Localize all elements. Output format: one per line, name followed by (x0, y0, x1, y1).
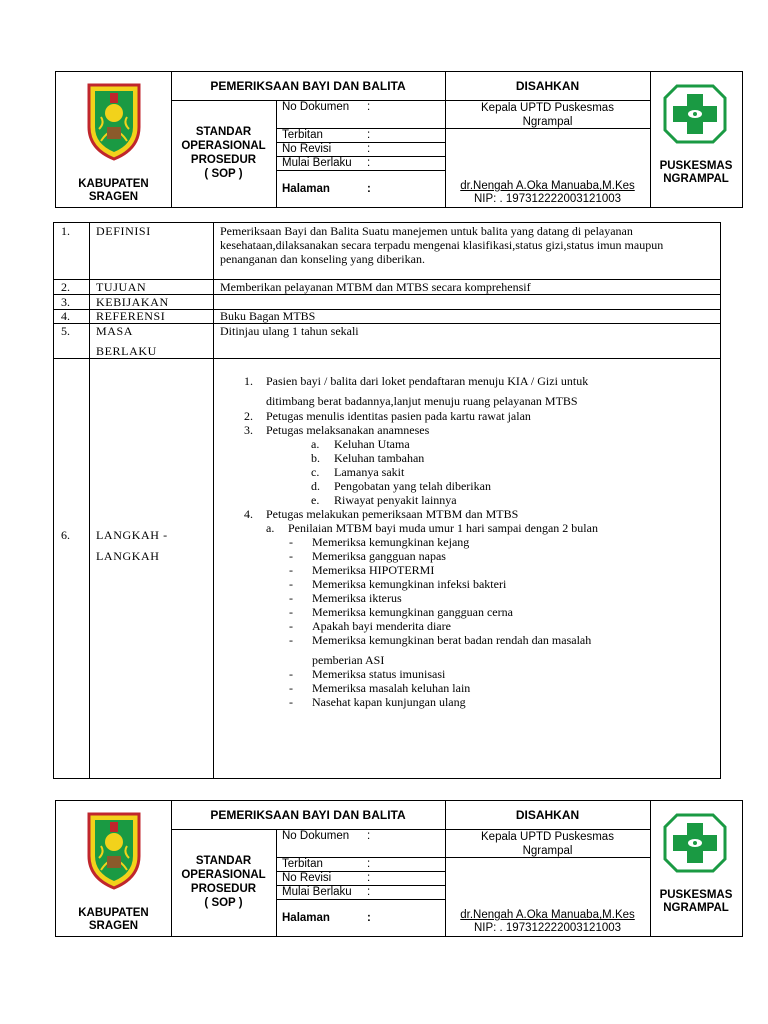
mtbm-check-item: Memeriksa kemungkinan kejang (312, 535, 470, 549)
anamnesis-item: Pengobatan yang telah diberikan (334, 479, 491, 493)
sop-header (55, 800, 743, 937)
step-3: Petugas melaksanakan anamneses (266, 423, 430, 437)
row-label-kebijakan: KEBIJAKAN (96, 295, 169, 309)
row-label-definisi: DEFINISI (96, 224, 151, 238)
row-number: 4. (61, 309, 70, 323)
document-title: PEMERIKSAAN BAYI DAN BALITA (210, 808, 406, 822)
step-2: Petugas menulis identitas pasien pada kartu rawat jalan (266, 409, 531, 423)
step-4a: Penilaian MTBM bayi muda umur 1 hari sampai dengan 2 bulan (288, 521, 598, 535)
kabupaten-sragen-logo (56, 801, 171, 936)
approval-heading: DISAHKAN (515, 808, 580, 822)
kabupaten-sragen-logo (56, 72, 171, 207)
anamnesis-item: Lamanya sakit (334, 465, 405, 479)
row-label-masa: MASA (96, 324, 134, 338)
mtbm-check-item: Memeriksa ikterus (312, 591, 402, 605)
meta-mulai-berlaku: Mulai Berlaku : (282, 157, 371, 169)
tujuan-text: Memberikan pelayanan MTBM dan MTBS secara komprehensif (220, 280, 531, 294)
mtbm-check-item: Memeriksa HIPOTERMI (312, 563, 435, 577)
row-label-berlaku: BERLAKU (96, 344, 157, 358)
referensi-text: Buku Bagan MTBS (220, 309, 316, 323)
kabupaten-name: SRAGEN (88, 920, 139, 932)
meta-mulai-berlaku: Mulai Berlaku : (282, 886, 371, 898)
row-number: 2. (61, 280, 70, 294)
puskesmas-logo: PUSKESMAS NGRAMPAL (650, 72, 742, 207)
puskesmas-cross-icon (663, 84, 727, 144)
meta-no-revisi: No Revisi : (282, 143, 371, 155)
signatory-name: dr.Nengah A.Oka Manuaba,M.Kes (460, 180, 635, 192)
sop-label: STANDAR OPERASIONAL PROSEDUR ( SOP ) (181, 126, 266, 180)
row-number: 5. (61, 324, 70, 338)
row-number: 6. (61, 528, 70, 542)
meta-halaman: Halaman : (282, 912, 371, 924)
meta-terbitan: Terbitan : (282, 129, 371, 141)
anamnesis-item: Keluhan Utama (334, 437, 410, 451)
anamnesis-item: Keluhan tambahan (334, 451, 425, 465)
row-label-referensi: REFERENSI (96, 309, 166, 323)
kabupaten-label: KABUPATEN (78, 907, 149, 919)
mtbm-check-item: Memeriksa kemungkinan gangguan cerna (312, 605, 513, 619)
mtbm-check-item: Memeriksa kemungkinan infeksi bakteri (312, 577, 507, 591)
puskesmas-cross-icon (663, 813, 727, 873)
kepala-uptd: Kepala UPTD Puskesmas Ngrampal (481, 831, 614, 857)
puskesmas-logo: PUSKESMAS NGRAMPAL (650, 801, 742, 936)
row-label-langkah-2: LANGKAH (96, 549, 160, 563)
signatory-block (445, 909, 650, 935)
mtbm-check-item: Nasehat kapan kunjungan ulang (312, 695, 466, 709)
mtbm-check-item: Memeriksa kemungkinan berat badan rendah dan masalah (312, 633, 592, 647)
meta-no-revisi: No Revisi : (282, 872, 371, 884)
meta-no-dokumen: No Dokumen : (282, 101, 371, 113)
row-number: 3. (61, 295, 70, 309)
kabupaten-label: KABUPATEN (78, 178, 149, 190)
row-number: 1. (61, 224, 70, 238)
mtbm-check-item: Apakah bayi menderita diare (312, 619, 451, 633)
step-4: Petugas melakukan pemeriksaan MTBM dan MTBS (266, 507, 519, 521)
signatory-name: dr.Nengah A.Oka Manuaba,M.Kes (460, 909, 635, 921)
kabupaten-name: SRAGEN (88, 191, 139, 203)
approval-heading: DISAHKAN (515, 79, 580, 93)
meta-halaman: Halaman : (282, 183, 371, 195)
document-title: PEMERIKSAAN BAYI DAN BALITA (210, 79, 406, 93)
masa-berlaku-text: Ditinjau ulang 1 tahun sekali (220, 324, 359, 338)
sop-label: STANDAR OPERASIONAL PROSEDUR ( SOP ) (181, 855, 266, 909)
step-1: Pasien bayi / balita dari loket pendaftaran menuju KIA / Gizi untuk (266, 374, 589, 388)
anamnesis-item: Riwayat penyakit lainnya (334, 493, 457, 507)
definisi-text: Pemeriksaan Bayi dan Balita Suatu manejemen untuk balita yang datang di pelayanan kesehataan,dilaksanakan secara terpadu mengenai klasifikasi,status gizi,status imun maupun penanganan dan konseling yang diberikan. (220, 224, 664, 266)
signatory-nip: NIP: . 197312222003121003 (473, 922, 622, 934)
meta-no-dokumen: No Dokumen : (282, 830, 371, 842)
sragen-crest-icon (87, 812, 141, 890)
kepala-uptd: Kepala UPTD Puskesmas Ngrampal (481, 102, 614, 128)
step-1-cont: ditimbang berat badannya,lanjut menuju ruang pelayanan MTBS (266, 394, 578, 408)
mtbm-check-item: Memeriksa status imunisasi (312, 667, 446, 681)
row-label-langkah: LANGKAH - (96, 528, 168, 542)
sragen-crest-icon (87, 83, 141, 161)
mtbm-check-item: Memeriksa gangguan napas (312, 549, 446, 563)
mtbm-check-item: Memeriksa masalah keluhan lain (312, 681, 471, 695)
sop-header (55, 71, 743, 208)
row-label-tujuan: TUJUAN (96, 280, 147, 294)
sop-content-table: 1. DEFINISI Pemeriksaan Bayi dan Balita Suatu manejemen untuk balita yang datang di pelayanan kesehataan,dilaksanakan secara terpadu mengenai klasifikasi,status gizi,status imun maupun penanganan dan konseling yang diberikan. 2. TUJUAN Memberikan pelayanan MTBM dan MTBS secara komprehensif 3. KEBIJAKAN 4. REFERENSI Buku Bagan MTBS 5. MASA BERLAKU Ditinjau ulang 1 tahun sekali 6. LANGKAH - LANGKAH 1. Pasien bayi / balita dari loket pendaftaran menuju KIA / Gizi untuk ditimbang berat badannya,lanjut menuju ruang pelayanan MTBS 2. Petugas menulis identitas pasien pada kartu rawat jalan 3. Petugas melaksanakan anamneses a. Keluhan Utama b. Keluhan tambahan c. Lamanya sakit d. Pengobatan yang telah diberikan e. Riwayat penyakit lainnya 4. Petugas melakukan pemeriksaan MTBM dan MTBS a. Penilaian MTBM bayi muda umur 1 hari sampai dengan 2 bulan - Memeriksa kemungkinan kejang - Memeriksa gangguan napas - Memeriksa HIPOTERMI - Memeriksa kemungkinan infeksi bakteri - Memeriksa ikterus - Memeriksa kemungkinan gangguan cerna - Apakah bayi menderita diare - Memeriksa kemungkinan berat badan rendah dan masalah pemberian ASI - Memeriksa status imunisasi - Memeriksa masalah keluhan lain - Nasehat kapan kunjungan ulang (53, 222, 721, 779)
meta-terbitan: Terbitan : (282, 858, 371, 870)
signatory-nip: NIP: . 197312222003121003 (473, 193, 622, 205)
signatory-block (445, 180, 650, 206)
mtbm-check-item-cont: pemberian ASI (312, 653, 385, 667)
